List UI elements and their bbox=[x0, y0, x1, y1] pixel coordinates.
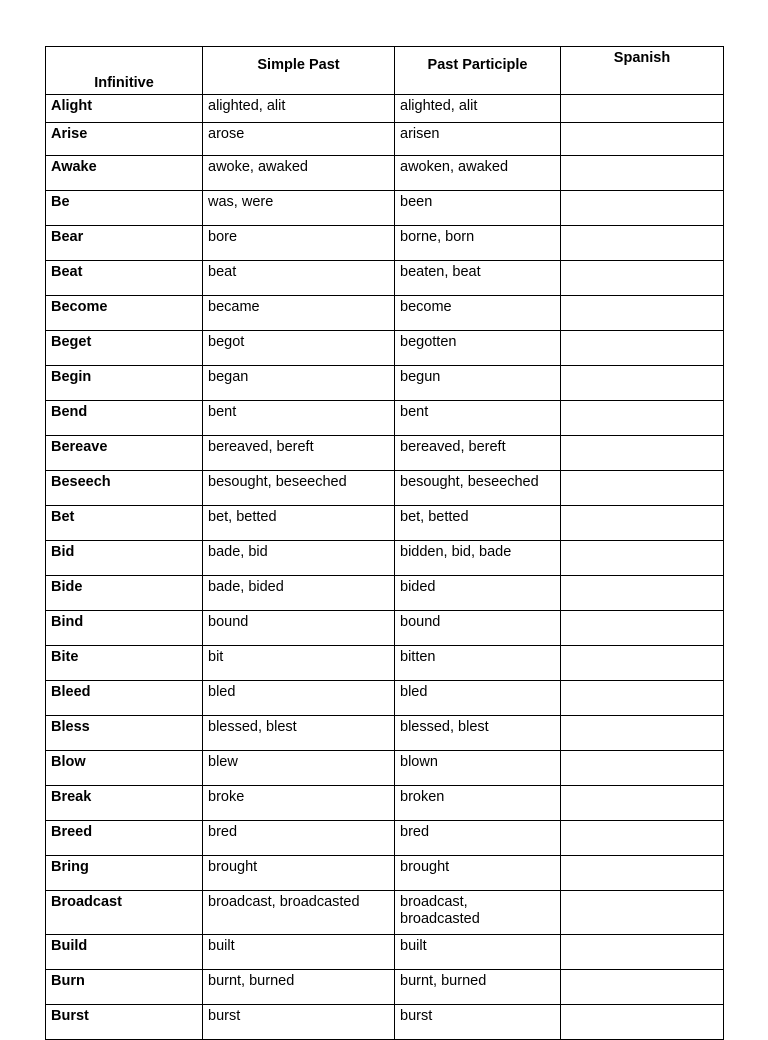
cell-simple-past: bred bbox=[203, 821, 395, 856]
irregular-verbs-table bbox=[45, 46, 724, 1040]
cell-simple-past: bit bbox=[203, 646, 395, 681]
cell-spanish bbox=[561, 1005, 724, 1040]
cell-infinitive: Breed bbox=[46, 821, 203, 856]
cell-past-participle: bent bbox=[395, 401, 561, 436]
cell-past-participle bbox=[395, 891, 561, 935]
table-row bbox=[46, 821, 724, 856]
cell-simple-past: arose bbox=[203, 123, 395, 156]
table-row bbox=[46, 366, 724, 401]
cell-simple-past: broadcast, broadcasted bbox=[203, 891, 395, 935]
cell-spanish bbox=[561, 611, 724, 646]
table-row bbox=[46, 95, 724, 123]
cell-spanish bbox=[561, 95, 724, 123]
cell-spanish bbox=[561, 123, 724, 156]
cell-spanish bbox=[561, 331, 724, 366]
cell-simple-past: was, were bbox=[203, 191, 395, 226]
cell-spanish bbox=[561, 646, 724, 681]
cell-infinitive: Bring bbox=[46, 856, 203, 891]
cell-simple-past: bereaved, bereft bbox=[203, 436, 395, 471]
cell-infinitive: Beat bbox=[46, 261, 203, 296]
cell-past-participle: burnt, burned bbox=[395, 970, 561, 1005]
cell-infinitive: Bet bbox=[46, 506, 203, 541]
cell-infinitive: Bite bbox=[46, 646, 203, 681]
table-row bbox=[46, 261, 724, 296]
cell-past-participle: beaten, beat bbox=[395, 261, 561, 296]
cell-infinitive: Be bbox=[46, 191, 203, 226]
cell-spanish bbox=[561, 296, 724, 331]
participle-part: broadcast, bbox=[400, 894, 468, 910]
cell-infinitive: Become bbox=[46, 296, 203, 331]
cell-past-participle: built bbox=[395, 935, 561, 970]
table-row bbox=[46, 935, 724, 970]
cell-simple-past: built bbox=[203, 935, 395, 970]
cell-simple-past: burnt, burned bbox=[203, 970, 395, 1005]
table-row bbox=[46, 786, 724, 821]
cell-past-participle: become bbox=[395, 296, 561, 331]
table-row bbox=[46, 1005, 724, 1040]
cell-infinitive: Arise bbox=[46, 123, 203, 156]
cell-past-participle: blessed, blest bbox=[395, 716, 561, 751]
cell-past-participle: been bbox=[395, 191, 561, 226]
table-row bbox=[46, 191, 724, 226]
cell-past-participle: burst bbox=[395, 1005, 561, 1040]
cell-past-participle: bled bbox=[395, 681, 561, 716]
cell-infinitive: Bear bbox=[46, 226, 203, 261]
cell-simple-past: begot bbox=[203, 331, 395, 366]
header-spanish: Spanish bbox=[561, 47, 724, 95]
cell-infinitive: Alight bbox=[46, 95, 203, 123]
cell-spanish bbox=[561, 261, 724, 296]
cell-past-participle: begun bbox=[395, 366, 561, 401]
cell-simple-past: alighted, alit bbox=[203, 95, 395, 123]
cell-spanish bbox=[561, 506, 724, 541]
table-row bbox=[46, 970, 724, 1005]
cell-simple-past: bet, betted bbox=[203, 506, 395, 541]
cell-simple-past: bled bbox=[203, 681, 395, 716]
table-row bbox=[46, 856, 724, 891]
cell-simple-past: blessed, blest bbox=[203, 716, 395, 751]
cell-infinitive: Bid bbox=[46, 541, 203, 576]
cell-simple-past: bore bbox=[203, 226, 395, 261]
cell-simple-past: bound bbox=[203, 611, 395, 646]
cell-infinitive: Awake bbox=[46, 156, 203, 191]
cell-past-participle: bitten bbox=[395, 646, 561, 681]
cell-infinitive: Bend bbox=[46, 401, 203, 436]
cell-past-participle: alighted, alit bbox=[395, 95, 561, 123]
table-row bbox=[46, 471, 724, 506]
table-row bbox=[46, 123, 724, 156]
cell-past-participle: bereaved, bereft bbox=[395, 436, 561, 471]
cell-infinitive: Begin bbox=[46, 366, 203, 401]
table-row bbox=[46, 541, 724, 576]
cell-past-participle: broken bbox=[395, 786, 561, 821]
cell-spanish bbox=[561, 366, 724, 401]
cell-past-participle: bred bbox=[395, 821, 561, 856]
table-row bbox=[46, 681, 724, 716]
table-row bbox=[46, 436, 724, 471]
cell-spanish bbox=[561, 156, 724, 191]
cell-infinitive: Blow bbox=[46, 751, 203, 786]
table-row bbox=[46, 296, 724, 331]
cell-spanish bbox=[561, 681, 724, 716]
cell-simple-past: beat bbox=[203, 261, 395, 296]
cell-infinitive: Bless bbox=[46, 716, 203, 751]
table-row bbox=[46, 401, 724, 436]
cell-infinitive: Beget bbox=[46, 331, 203, 366]
table-row bbox=[46, 506, 724, 541]
cell-past-participle: brought bbox=[395, 856, 561, 891]
header-simple-past: Simple Past bbox=[203, 47, 395, 95]
table-row bbox=[46, 716, 724, 751]
cell-infinitive: Build bbox=[46, 935, 203, 970]
table-row bbox=[46, 576, 724, 611]
cell-infinitive: Bereave bbox=[46, 436, 203, 471]
participle-part: broadcasted bbox=[400, 911, 480, 927]
cell-spanish bbox=[561, 751, 724, 786]
cell-past-participle: arisen bbox=[395, 123, 561, 156]
cell-infinitive: Bleed bbox=[46, 681, 203, 716]
cell-simple-past: bade, bid bbox=[203, 541, 395, 576]
cell-spanish bbox=[561, 436, 724, 471]
table-row bbox=[46, 646, 724, 681]
cell-spanish bbox=[561, 856, 724, 891]
table-row bbox=[46, 331, 724, 366]
table-row bbox=[46, 891, 724, 935]
cell-infinitive: Burst bbox=[46, 1005, 203, 1040]
cell-past-participle: bided bbox=[395, 576, 561, 611]
cell-spanish bbox=[561, 576, 724, 611]
cell-past-participle: bound bbox=[395, 611, 561, 646]
cell-infinitive: Burn bbox=[46, 970, 203, 1005]
cell-infinitive: Beseech bbox=[46, 471, 203, 506]
cell-past-participle: blown bbox=[395, 751, 561, 786]
cell-past-participle: besought, beseeched bbox=[395, 471, 561, 506]
cell-infinitive: Bind bbox=[46, 611, 203, 646]
cell-past-participle: borne, born bbox=[395, 226, 561, 261]
cell-spanish bbox=[561, 786, 724, 821]
cell-spanish bbox=[561, 191, 724, 226]
cell-past-participle: bidden, bid, bade bbox=[395, 541, 561, 576]
table-row bbox=[46, 611, 724, 646]
table-header-row bbox=[46, 47, 724, 95]
table-row bbox=[46, 226, 724, 261]
cell-past-participle: bet, betted bbox=[395, 506, 561, 541]
cell-simple-past: broke bbox=[203, 786, 395, 821]
table-row bbox=[46, 156, 724, 191]
cell-spanish bbox=[561, 821, 724, 856]
header-past-participle: Past Participle bbox=[395, 47, 561, 95]
cell-simple-past: brought bbox=[203, 856, 395, 891]
cell-simple-past: became bbox=[203, 296, 395, 331]
cell-infinitive: Break bbox=[46, 786, 203, 821]
cell-spanish bbox=[561, 891, 724, 935]
cell-simple-past: bent bbox=[203, 401, 395, 436]
cell-simple-past: blew bbox=[203, 751, 395, 786]
cell-past-participle: awoken, awaked bbox=[395, 156, 561, 191]
cell-simple-past: began bbox=[203, 366, 395, 401]
cell-simple-past: besought, beseeched bbox=[203, 471, 395, 506]
header-infinitive: Infinitive bbox=[46, 47, 203, 95]
cell-infinitive: Broadcast bbox=[46, 891, 203, 935]
cell-spanish bbox=[561, 970, 724, 1005]
cell-simple-past: burst bbox=[203, 1005, 395, 1040]
cell-simple-past: bade, bided bbox=[203, 576, 395, 611]
cell-spanish bbox=[561, 541, 724, 576]
table-row bbox=[46, 751, 724, 786]
cell-infinitive: Bide bbox=[46, 576, 203, 611]
cell-past-participle: begotten bbox=[395, 331, 561, 366]
cell-spanish bbox=[561, 716, 724, 751]
cell-spanish bbox=[561, 401, 724, 436]
cell-spanish bbox=[561, 935, 724, 970]
cell-spanish bbox=[561, 471, 724, 506]
cell-simple-past: awoke, awaked bbox=[203, 156, 395, 191]
cell-spanish bbox=[561, 226, 724, 261]
